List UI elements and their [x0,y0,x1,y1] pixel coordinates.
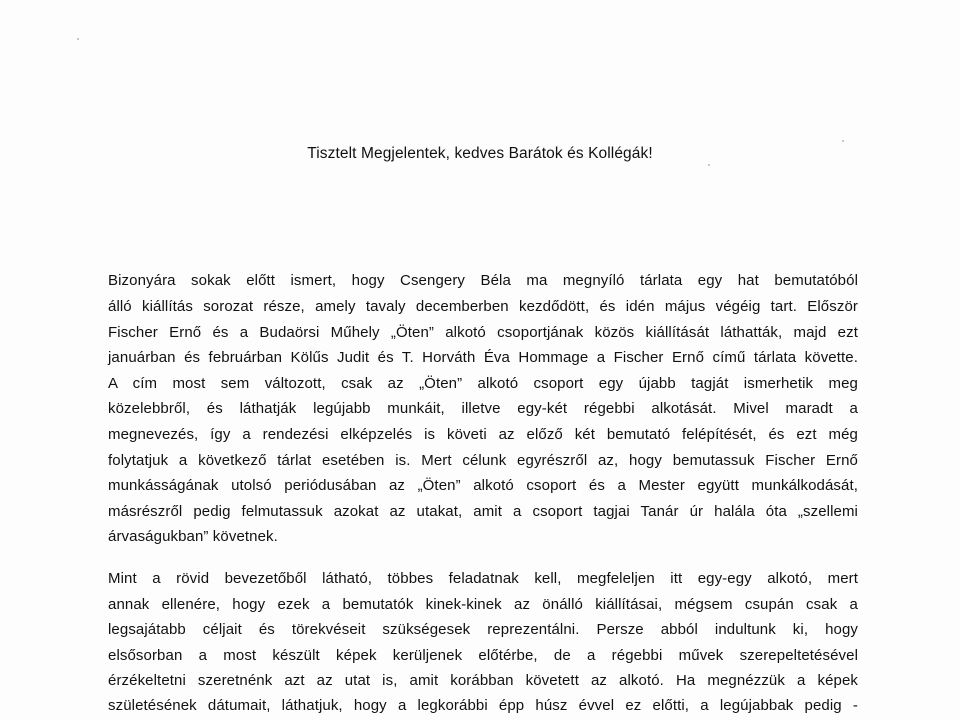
paragraph-1-line: árvaságukban” követnek. [108,528,278,545]
paragraph-1-line: folytatjuk a következő tárlat esetében is. Mert célunk egyrészről az, hogy bemutassuk Fischer Ernő [108,452,858,469]
paragraph-2-line: Mint a rövid bevezetőből látható, többes feladatnak kell, megfeleljen itt egy-egy alkotó, mert [108,570,858,587]
paragraph-1-line: Fischer Ernő és a Budaörsi Műhely „Öten” alkotó csoportjának közös kiállítását láthatták, majd ezt [108,324,858,341]
paragraph-1-line: közelebbről, és láthatják legújabb munkáit, illetve egy-két régebbi alkotását. Mivel maradt a [108,400,858,417]
paragraph-2-line: születésének dátumait, láthatjuk, hogy a legkorábbi épp húsz évvel ez előtti, a legújabbak pedig - [108,697,858,714]
paragraph-1-line: megnevezés, így a rendezési elképzelés is követi az előző két bemutató felépítését, és ezt még [108,426,858,443]
paragraph-1-line: A cím most sem változott, csak az „Öten” alkotó csoport egy újabb tagját ismerhetik meg [108,375,858,392]
scan-speck [708,164,710,166]
paragraph-1-line: munkásságának utolsó periódusában az „Öten” alkotó csoport és a Mester együtt munkálkodását, [108,477,858,494]
paragraph-2-line: elsősorban a most készült képek kerüljenek előtérbe, de a régebbi művek szerepeltetésével [108,647,858,664]
paragraph-1-line: álló kiállítás sorozat része, amely tavaly decemberben kezdődött, és idén május végéig tart. Először [108,298,858,315]
scan-speck [77,38,79,40]
greeting-heading: Tisztelt Megjelentek, kedves Barátok és Kollégák! [307,145,653,162]
paragraph-2-line: annak ellenére, hogy ezek a bemutatók kinek-kinek az önálló kiállításai, mégsem csupán csak a [108,596,858,613]
paragraph-1-line: másrészről pedig felmutassuk azokat az utakat, amit a csoport tagjai Tanár úr halála óta „szellemi [108,503,858,520]
paragraph-1-line: Bizonyára sokak előtt ismert, hogy Csengery Béla ma megnyíló tárlata egy hat bemutatóból [108,272,858,289]
scan-speck [842,140,844,142]
paragraph-2-line: legsajátabb céljait és törekvéseit szükségesek reprezentálni. Persze abból indultunk ki, hogy [108,621,858,638]
paragraph-2-line: érzékeltetni szeretnénk azt az utat is, amit korábban követett az alkotó. Ha megnézzük a képek [108,672,858,689]
paragraph-1-line: januárban és februárban Kölűs Judit és T. Horváth Éva Hommage a Fischer Ernő című tárlata követte. [108,349,858,366]
